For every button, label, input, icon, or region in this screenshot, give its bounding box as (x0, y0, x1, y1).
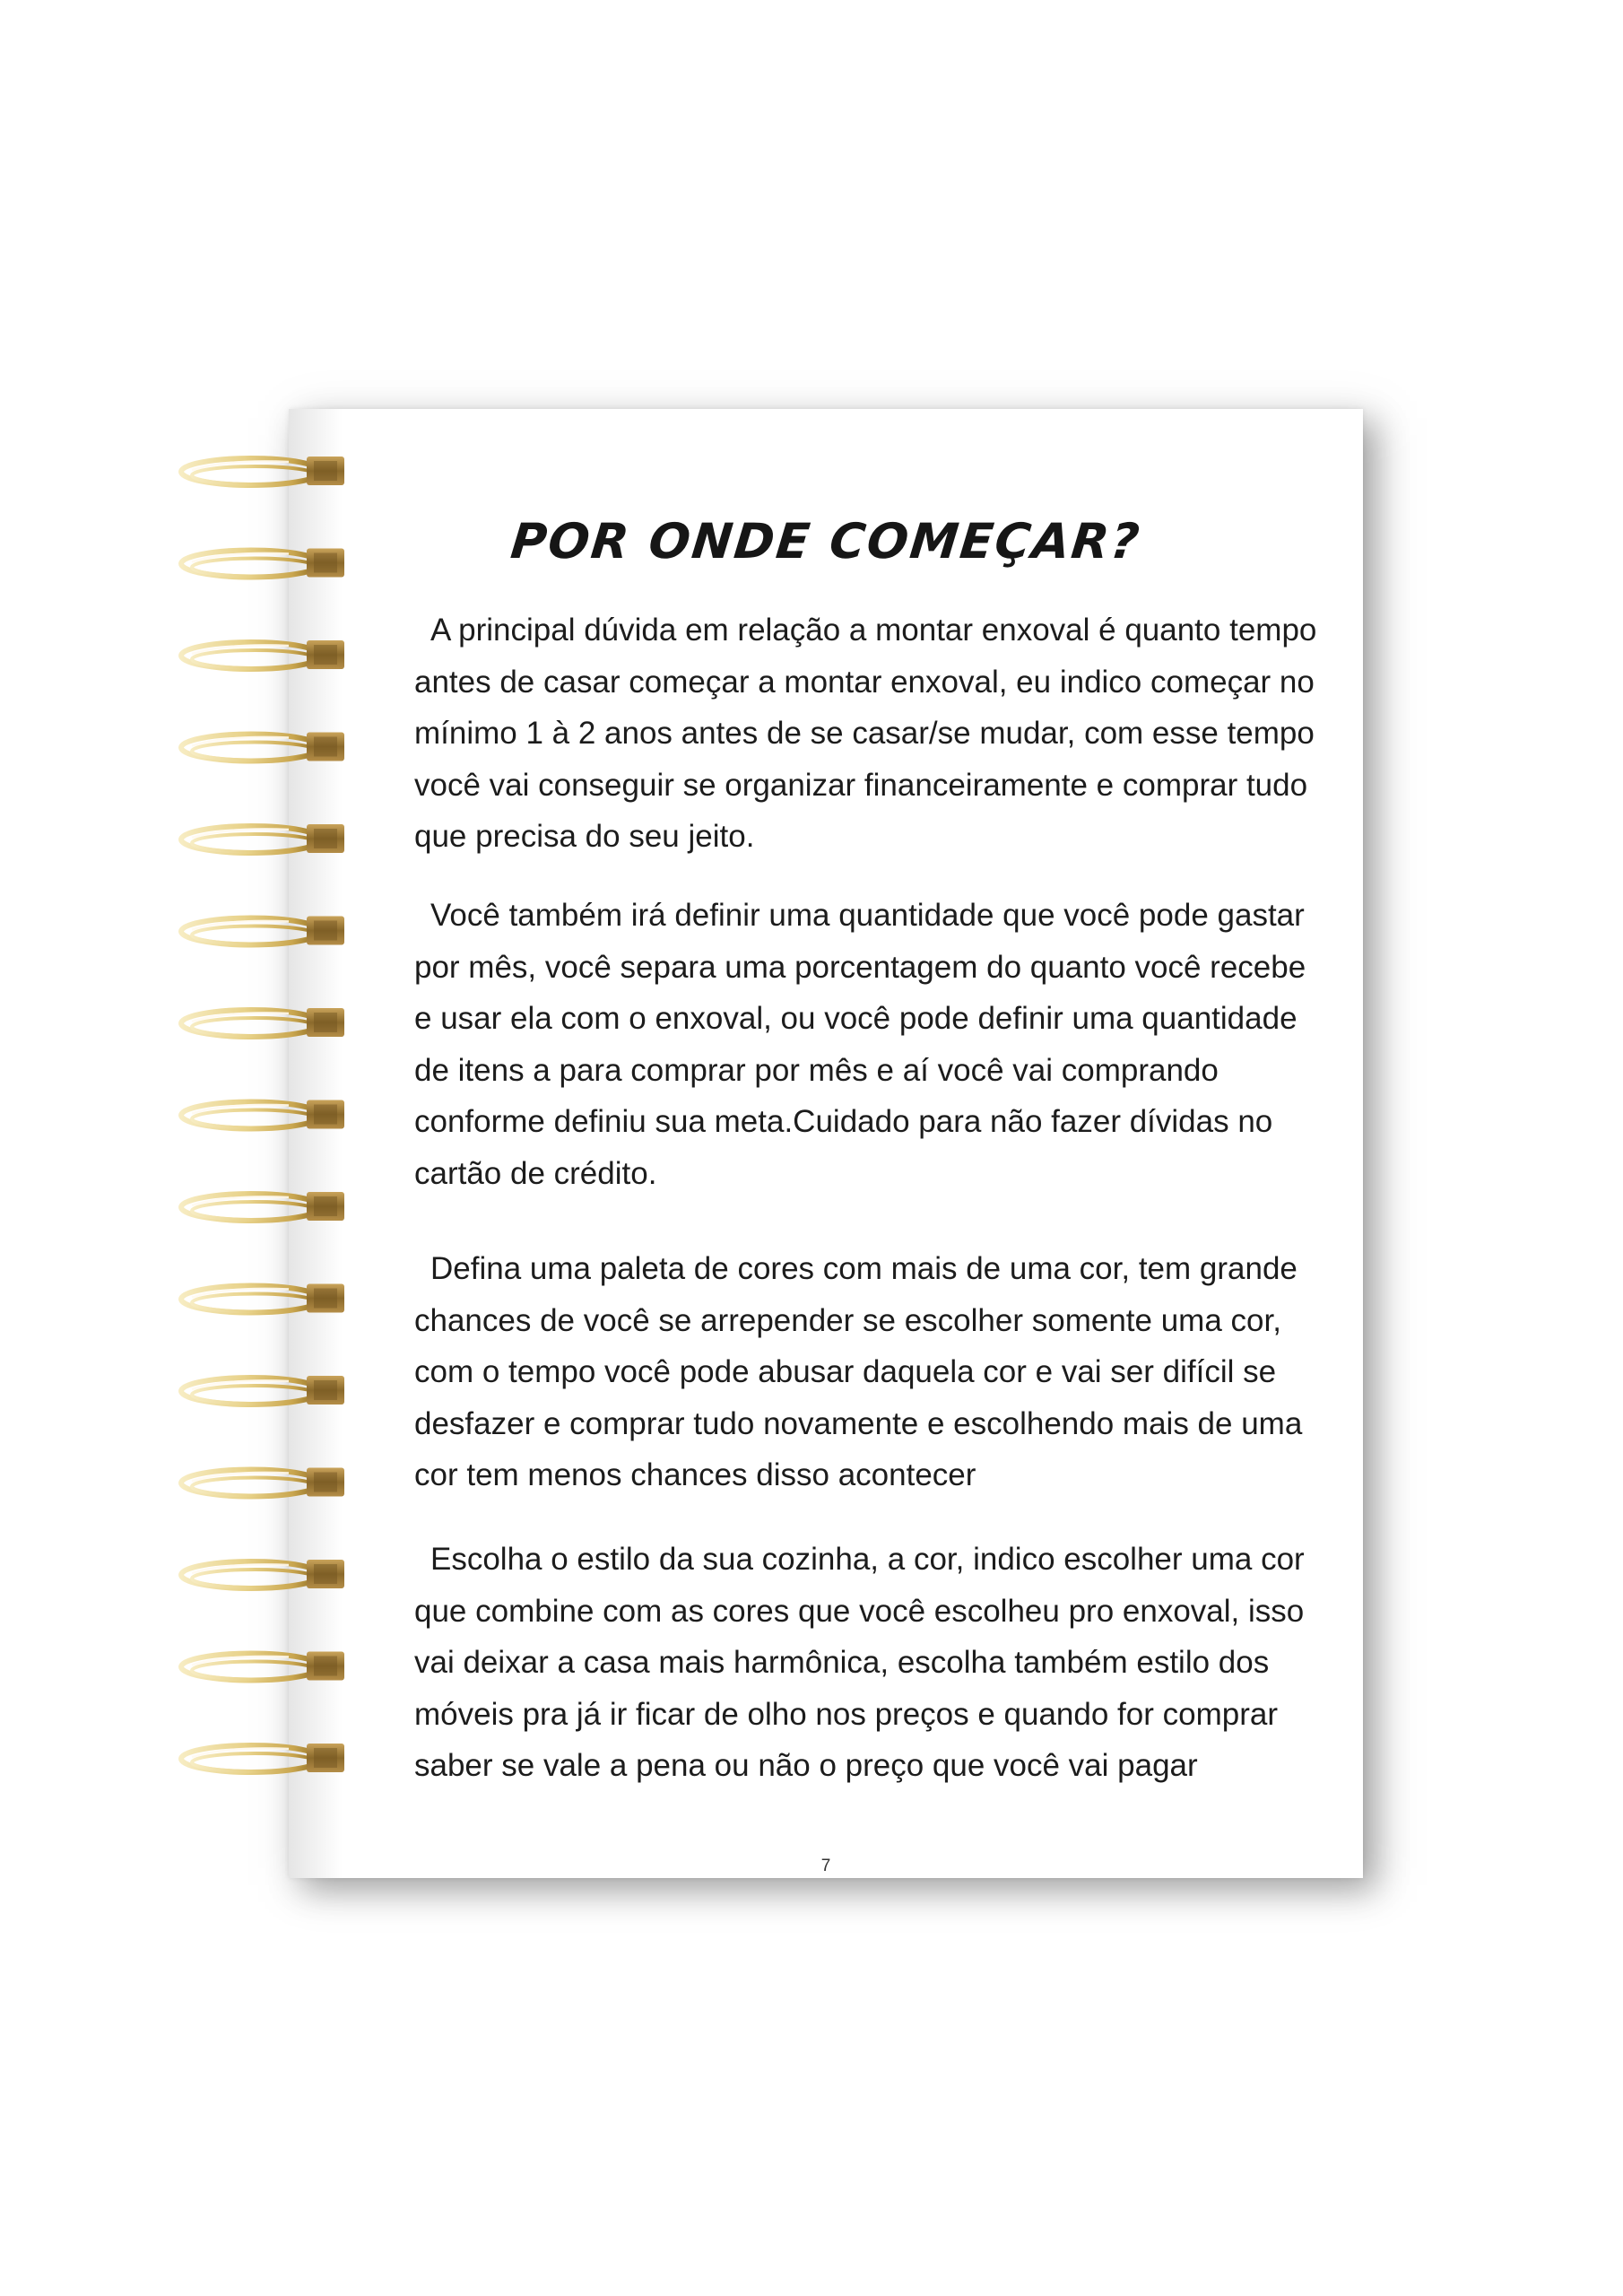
spiral-ring-icon (181, 1468, 344, 1497)
paragraph-4: Escolha o estilo da sua cozinha, a cor, indico escolher uma cor que combine com as cores que você escolheu pro enxoval, isso vai deixar a casa mais harmônica, escolha também estilo dos móveis pra já ir ficar de olho nos preços e quando for comprar saber se vale a pena ou não o preço que você vai pagar (414, 1542, 1305, 1783)
page-number: 7 (820, 1857, 831, 1875)
spiral-ring-icon (181, 1652, 344, 1681)
spiral-ring-icon (181, 1376, 344, 1405)
paragraph-1: A principal dúvida em relação a montar enxoval é quanto tempo antes de casar começar a montar enxoval, eu indico começar no mínimo 1 à 2 anos antes de se casar/se mudar, com esse tempo você vai conseguir se organizar financeiramente e comprar tudo que precisa do seu jeito. (414, 613, 1317, 854)
spiral-ring-icon (181, 1008, 344, 1037)
spiral-ring-icon (181, 1284, 344, 1313)
spiral-ring-icon (181, 1744, 344, 1772)
spiral-ring-icon (181, 917, 344, 945)
spiral-ring-icon (181, 1560, 344, 1588)
spiral-ring-icon (181, 457, 344, 485)
spiral-ring-icon (181, 640, 344, 669)
spiral-ring-icon (181, 549, 344, 578)
paragraph-2: Você também irá definir uma quantidade que você pode gastar por mês, você separa uma porcentagem do quanto você recebe e usar ela com o enxoval, ou você pode definir uma quantidade de itens a para comprar por mês e aí você vai comprando conforme definiu sua meta.Cuidado para não fazer dívidas no cartão de crédito. (414, 898, 1306, 1191)
spiral-binding-icon (172, 448, 369, 1776)
spiral-ring-icon (181, 1100, 344, 1129)
page-title: POR ONDE COMEÇAR? (508, 513, 1144, 570)
paragraph-3: Defina uma paleta de cores com mais de uma cor, tem grande chances de você se arrepender se escolher somente uma cor, com o tempo você pode abusar daquela cor e vai ser difícil se desfazer e comprar tudo novamente e escolhendo mais de uma cor tem menos chances disso acontecer (414, 1251, 1303, 1492)
notebook-page (289, 409, 1363, 1878)
spiral-ring-icon (181, 824, 344, 853)
spiral-ring-icon (181, 733, 344, 761)
spiral-ring-icon (181, 1192, 344, 1221)
